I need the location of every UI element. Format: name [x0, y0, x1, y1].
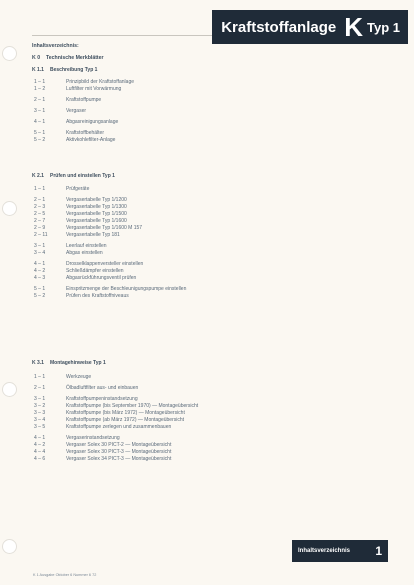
punch-hole [2, 539, 17, 554]
section-label: Beschreibung Typ 1 [50, 67, 98, 73]
toc-item: 5 – 1 Kraftstoffbehälter [34, 130, 104, 136]
toc-item: 4 – 1 Drosselklappenversteller einstellen [34, 261, 144, 267]
punch-hole [2, 382, 17, 397]
toc-item: 4 – 1 Abgasreinigungsanlage [34, 119, 119, 125]
toc-item: 2 – 1 Ölbadluftfilter aus- und einbauen [34, 385, 139, 391]
toc-item: 4 – 6 Vergaser Solex 34 PICT-3 — Montageübersicht [34, 456, 172, 462]
toc-item: 1 – 1 Prinzipbild der Kraftstoffanlage [34, 79, 135, 85]
toc-item: 4 – 2 Vergaser Solex 30 PICT-2 — Montageübersicht [34, 442, 172, 448]
toc-item: 4 – 1 Vergaserinstandsetzung [34, 435, 120, 441]
header-title: Kraftstoffanlage [221, 18, 337, 36]
section-code: K 0 [32, 55, 41, 61]
page-header [212, 10, 408, 44]
toc-item: 4 – 2 Schließdämpfer einstellen [34, 268, 124, 274]
toc-item: 2 – 7 Vergasertabelle Typ 1/1600 [34, 218, 127, 224]
toc-item: 2 – 9 Vergasertabelle Typ 1/1600 M 157 [34, 225, 143, 231]
toc-item: 1 – 1 Prüfgeräte [34, 186, 90, 192]
toc-item: 3 – 4 Abgas einstellen [34, 250, 103, 256]
toc-item: 2 – 1 Kraftstoffpumpe [34, 97, 102, 103]
toc-item: 5 – 1 Einspritzmenge der Beschleunigungspumpe einstellen [34, 286, 187, 292]
toc-item: 4 – 3 Abgasrückführungsventil prüfen [34, 275, 137, 281]
toc-item: 3 – 4 Kraftstoffpumpe (ab März 1972) — Montageübersicht [34, 417, 185, 423]
toc-item: 3 – 1 Kraftstoffpumpeninstandsetzung [34, 396, 138, 402]
section-k3-title [32, 359, 392, 368]
toc-item: 3 – 5 Kraftstoffpumpe zerlegen und zusammenbauen [34, 424, 172, 430]
toc-item: 3 – 3 Kraftstoffpumpe (bis März 1972) — Montageübersicht [34, 410, 185, 416]
toc-item: 1 – 2 Luftfilter mit Vorwärmung [34, 86, 122, 92]
section-code: K 3.1 [32, 360, 44, 366]
footer-label-box [292, 540, 388, 562]
section-k1-items [32, 79, 392, 144]
section-label: Technische Merkblätter [46, 55, 104, 61]
punch-hole [2, 46, 17, 61]
toc-item: 2 – 1 Vergasertabelle Typ 1/1200 [34, 197, 127, 203]
header-letter: K [344, 11, 363, 42]
footer-edition-info: K 1 Ausgabe Oktober 6 Nummer 6 72 [33, 573, 97, 577]
footer-label: Inhaltsverzeichnis [298, 548, 351, 554]
toc-item: 5 – 2 Prüfen des Kraftstoffniveaus [34, 293, 129, 299]
section-code: K 1.1 [32, 67, 44, 73]
section-k2-title [32, 172, 392, 181]
section-code: K 2.1 [32, 173, 44, 179]
header-type: Typ 1 [367, 19, 400, 35]
toc-item: 1 – 1 Werkzeuge [34, 374, 92, 380]
toc-item: 2 – 5 Vergasertabelle Typ 1/1500 [34, 211, 127, 217]
toc-item: 3 – 2 Kraftstoffpumpe (bis September 1970) — Montageübersicht [34, 403, 199, 409]
toc-item: 4 – 4 Vergaser Solex 30 PICT-3 — Montageübersicht [34, 449, 172, 455]
toc-item: 2 – 3 Vergasertabelle Typ 1/1300 [34, 204, 127, 210]
toc-item: 3 – 1 Vergaser [34, 108, 87, 114]
section-k0-title [32, 54, 392, 63]
section-label: Montagehinweise Typ 1 [50, 360, 106, 366]
section-k2-items [32, 186, 392, 300]
page-number: 1 [375, 544, 382, 558]
toc-item: 2 – 11 Vergasertabelle Typ 181 [34, 232, 120, 238]
toc-content [32, 41, 392, 463]
toc-heading: Inhaltsverzeichnis: [32, 43, 79, 49]
toc-item: 5 – 2 Aktivkohlefilter-Anlage [34, 137, 116, 143]
toc-item: 3 – 1 Leerlauf einstellen [34, 243, 107, 249]
section-k1-title [32, 66, 392, 75]
section-label: Prüfen und einstellen Typ 1 [50, 173, 115, 179]
punch-hole [2, 201, 17, 216]
header-rule [32, 35, 212, 36]
section-k3-items [32, 374, 392, 463]
